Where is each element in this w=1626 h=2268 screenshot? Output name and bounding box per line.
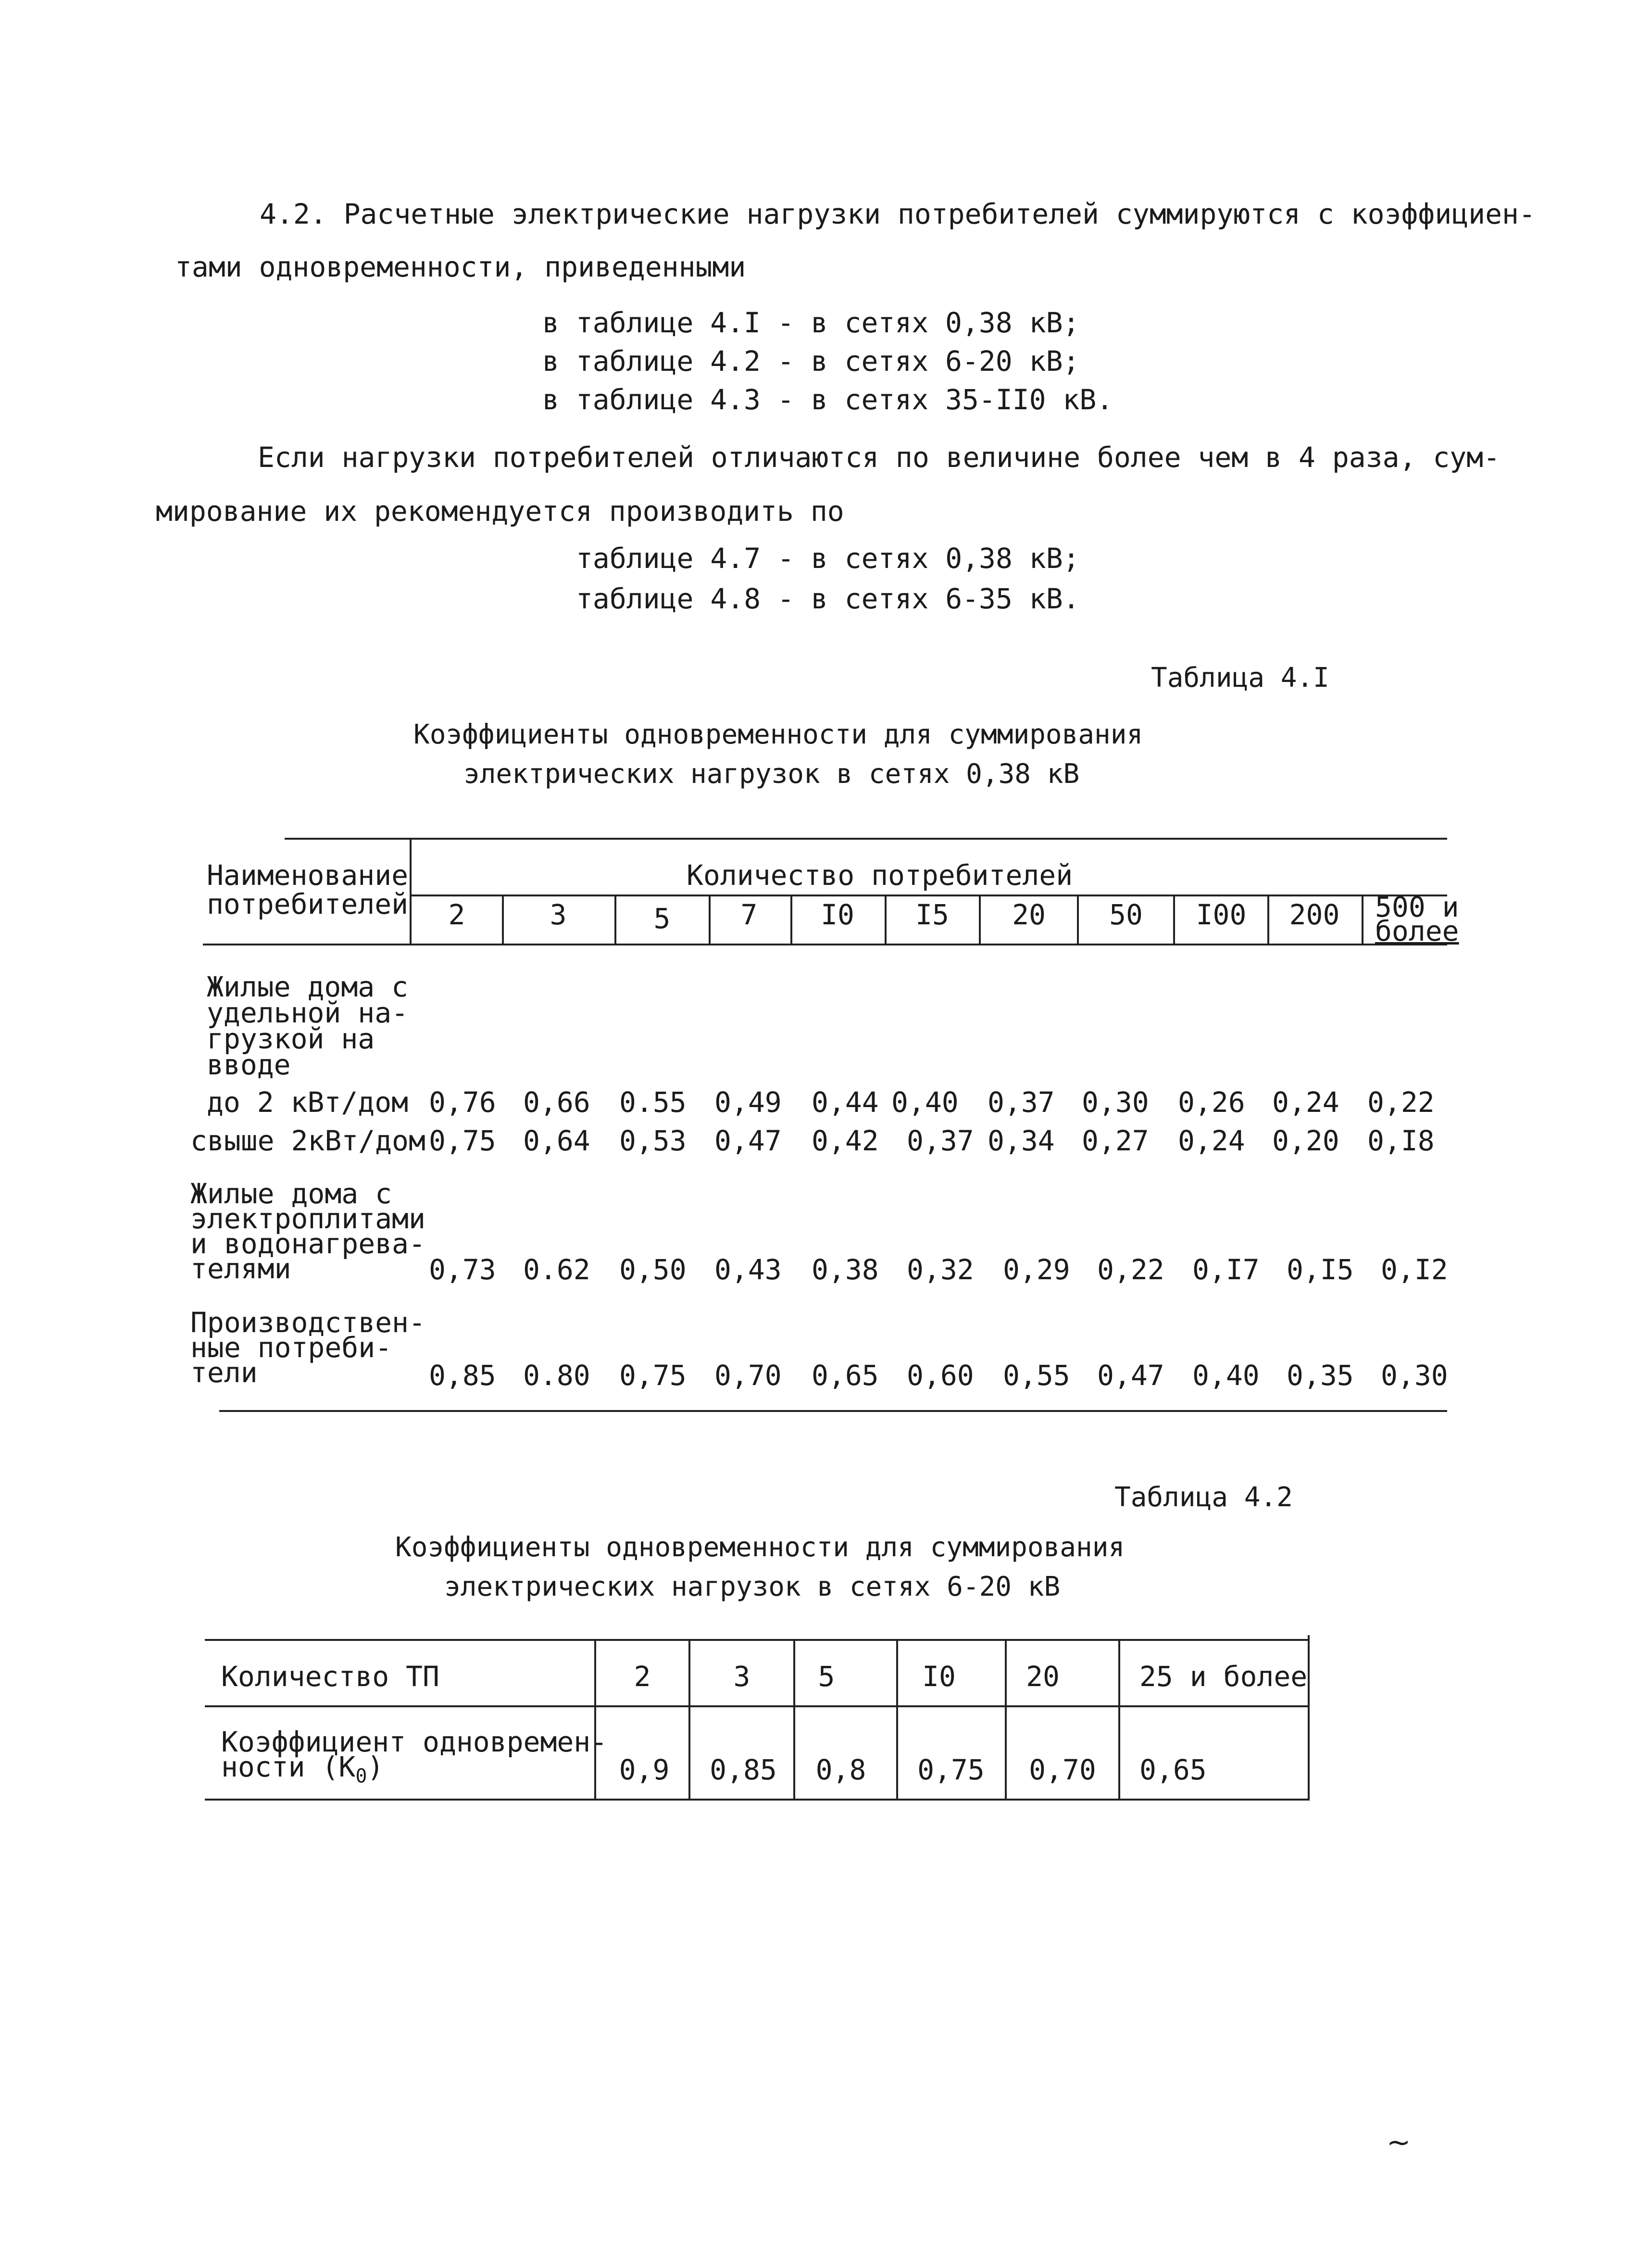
cell: 0,35	[1287, 1359, 1354, 1392]
cell: 0,49	[714, 1086, 782, 1119]
row-label: Количество ТП	[221, 1660, 439, 1693]
table1-top-rule	[285, 838, 1447, 840]
cell: 0,22	[1367, 1086, 1435, 1119]
row-label-line: телями	[190, 1252, 291, 1285]
cell: 2	[634, 1660, 651, 1693]
cell: 0,I5	[1287, 1253, 1354, 1286]
cell: 0,22	[1097, 1253, 1164, 1286]
cell: 25 и более	[1139, 1660, 1308, 1693]
table1-name-divider	[410, 838, 412, 944]
cell: 0,40	[1192, 1359, 1260, 1392]
row-label-line: ные потреби-	[190, 1331, 392, 1364]
row-label-line: и водонагрева-	[190, 1227, 425, 1260]
table1-group-rule	[412, 895, 1447, 896]
table1-group1-label-line: грузкой на	[207, 1022, 375, 1055]
cell: 0,8	[815, 1753, 866, 1786]
table1-name-header-line-1: Наименование	[207, 859, 409, 892]
cell: 0,20	[1272, 1124, 1339, 1157]
table1-col-header: 2	[448, 898, 465, 931]
para2-line-1: Если нагрузки потребителей отличаются по величине более чем в 4 раза, сум-	[258, 441, 1501, 474]
cell: 0,70	[1029, 1753, 1096, 1786]
cell: 0,30	[1381, 1359, 1448, 1392]
cell: 0,50	[619, 1253, 687, 1286]
table1-title-line-2: электрических нагрузок в сетях 0,38 кВ	[463, 758, 1080, 790]
table2-label: Таблица 4.2	[1114, 1482, 1293, 1513]
cell: 3	[733, 1660, 750, 1693]
ref-table-4-7: таблице 4.7 - в сетях 0,38 кВ;	[576, 542, 1080, 575]
table1-col-header: I0	[821, 898, 854, 931]
page-mark: ~	[1387, 2126, 1411, 2159]
table1-col-header: 7	[740, 898, 758, 931]
intro-line-2: тами одновременности, приведенными	[175, 251, 746, 283]
table1-name-header-line-2: потребителей	[207, 888, 409, 920]
row-label-line-2	[221, 1752, 384, 1791]
cell: 0,37	[907, 1124, 974, 1157]
row-label-line-1: Коэффициент одновремен-	[221, 1726, 608, 1758]
table2-col-divider	[1118, 1639, 1120, 1801]
row-label: до 2 кВт/дом	[207, 1086, 409, 1119]
table1-col-header: I5	[915, 898, 949, 931]
ref-table-4-2: в таблице 4.2 - в сетях 6-20 кВ;	[542, 345, 1080, 378]
cell: 0,I8	[1367, 1124, 1435, 1157]
ref-table-4-1: в таблице 4.I - в сетях 0,38 кВ;	[542, 306, 1080, 339]
cell: 0,I7	[1192, 1253, 1260, 1286]
table2-title-line-2: электрических нагрузок в сетях 6-20 кВ	[444, 1571, 1061, 1602]
cell: 0,I2	[1381, 1253, 1448, 1286]
ref-table-4-8: таблице 4.8 - в сетях 6-35 кВ.	[576, 582, 1080, 615]
cell: 0,47	[714, 1124, 782, 1157]
cell: 0,85	[429, 1359, 496, 1392]
table1-group1-label-line: удельной на-	[207, 996, 409, 1029]
row-label-subscript: 0	[355, 1765, 367, 1788]
table1-title-line-1: Коэффициенты одновременности для суммирования	[413, 719, 1143, 750]
table1-col-header: 200	[1289, 898, 1340, 931]
table1-header-rule	[203, 944, 1447, 945]
cell: 0,42	[812, 1124, 879, 1157]
cell: 0,60	[907, 1359, 974, 1392]
cell: 0,75	[917, 1753, 985, 1786]
cell: 0,47	[1097, 1359, 1164, 1392]
table1-group1-label-line: Жилые дома с	[207, 970, 409, 1003]
cell: 0,53	[619, 1124, 687, 1157]
cell: 0,65	[1139, 1753, 1207, 1786]
table2-mid-rule	[205, 1705, 1310, 1707]
row-label: свыше 2кВт/дом	[190, 1124, 425, 1157]
table2-bottom-rule	[205, 1799, 1310, 1801]
cell: 0.62	[523, 1253, 590, 1286]
row-label-line: Жилые дома с	[190, 1177, 392, 1210]
row-label-text: ности (К	[221, 1751, 356, 1783]
cell: 0.80	[523, 1359, 590, 1392]
row-label-close-paren: )	[367, 1751, 384, 1783]
table1-col-header: 5	[653, 902, 671, 935]
cell: 0,44	[812, 1086, 879, 1119]
row-label-line: тели	[190, 1356, 258, 1389]
cell: 0,55	[1003, 1359, 1070, 1392]
table1-label: Таблица 4.I	[1151, 662, 1329, 693]
table2-title-line-1: Коэффициенты одновременности для суммирования	[395, 1532, 1125, 1563]
table1-col-header-last-line-2: более	[1375, 915, 1459, 947]
cell: 0,75	[429, 1124, 496, 1157]
row-label-line: Производствен-	[190, 1306, 425, 1339]
cell: 0,26	[1178, 1086, 1245, 1119]
table1-col-divider	[1362, 896, 1363, 944]
cell: 0.55	[619, 1086, 687, 1119]
intro-line-1: 4.2. Расчетные электрические нагрузки потребителей суммируются с коэффициен-	[260, 198, 1536, 230]
cell: 0,24	[1272, 1086, 1339, 1119]
cell: 0,34	[988, 1124, 1055, 1157]
cell: 0,32	[907, 1253, 974, 1286]
cell: 20	[1026, 1660, 1060, 1693]
cell: 0,37	[988, 1086, 1055, 1119]
table2-right-border	[1308, 1635, 1310, 1801]
ref-table-4-3: в таблице 4.3 - в сетях 35-II0 кВ.	[542, 383, 1113, 416]
cell: 0,66	[523, 1086, 590, 1119]
cell: 0,76	[429, 1086, 496, 1119]
cell: 0,70	[714, 1359, 782, 1392]
cell: 0,24	[1178, 1124, 1245, 1157]
table1-group1-label-line: вводе	[207, 1048, 291, 1081]
cell: 0,27	[1082, 1124, 1149, 1157]
cell: I0	[922, 1660, 956, 1693]
table1-col-header: 3	[550, 898, 567, 931]
table1-col-header: 20	[1012, 898, 1046, 931]
table1-group-header: Количество потребителей	[687, 859, 1073, 892]
cell: 0,75	[619, 1359, 687, 1392]
cell: 0,9	[619, 1753, 670, 1786]
table1-bottom-rule	[219, 1410, 1447, 1412]
table2-top-rule	[205, 1639, 1310, 1641]
cell: 0,85	[710, 1753, 777, 1786]
cell: 0,38	[812, 1253, 879, 1286]
table1-col-header: I00	[1196, 898, 1247, 931]
cell: 5	[818, 1660, 835, 1693]
cell: 0,30	[1082, 1086, 1149, 1119]
para2-line-2: мирование их рекомендуется производить по	[156, 495, 844, 528]
cell: 0,64	[523, 1124, 590, 1157]
cell: 0,40	[891, 1086, 959, 1119]
table1-col-header: 50	[1109, 898, 1143, 931]
cell: 0,29	[1003, 1253, 1070, 1286]
cell: 0,73	[429, 1253, 496, 1286]
table1-col-header-last-line-1: 500 и	[1375, 891, 1459, 923]
row-label-line: электроплитами	[190, 1202, 425, 1235]
cell: 0,65	[812, 1359, 879, 1392]
cell: 0,43	[714, 1253, 782, 1286]
